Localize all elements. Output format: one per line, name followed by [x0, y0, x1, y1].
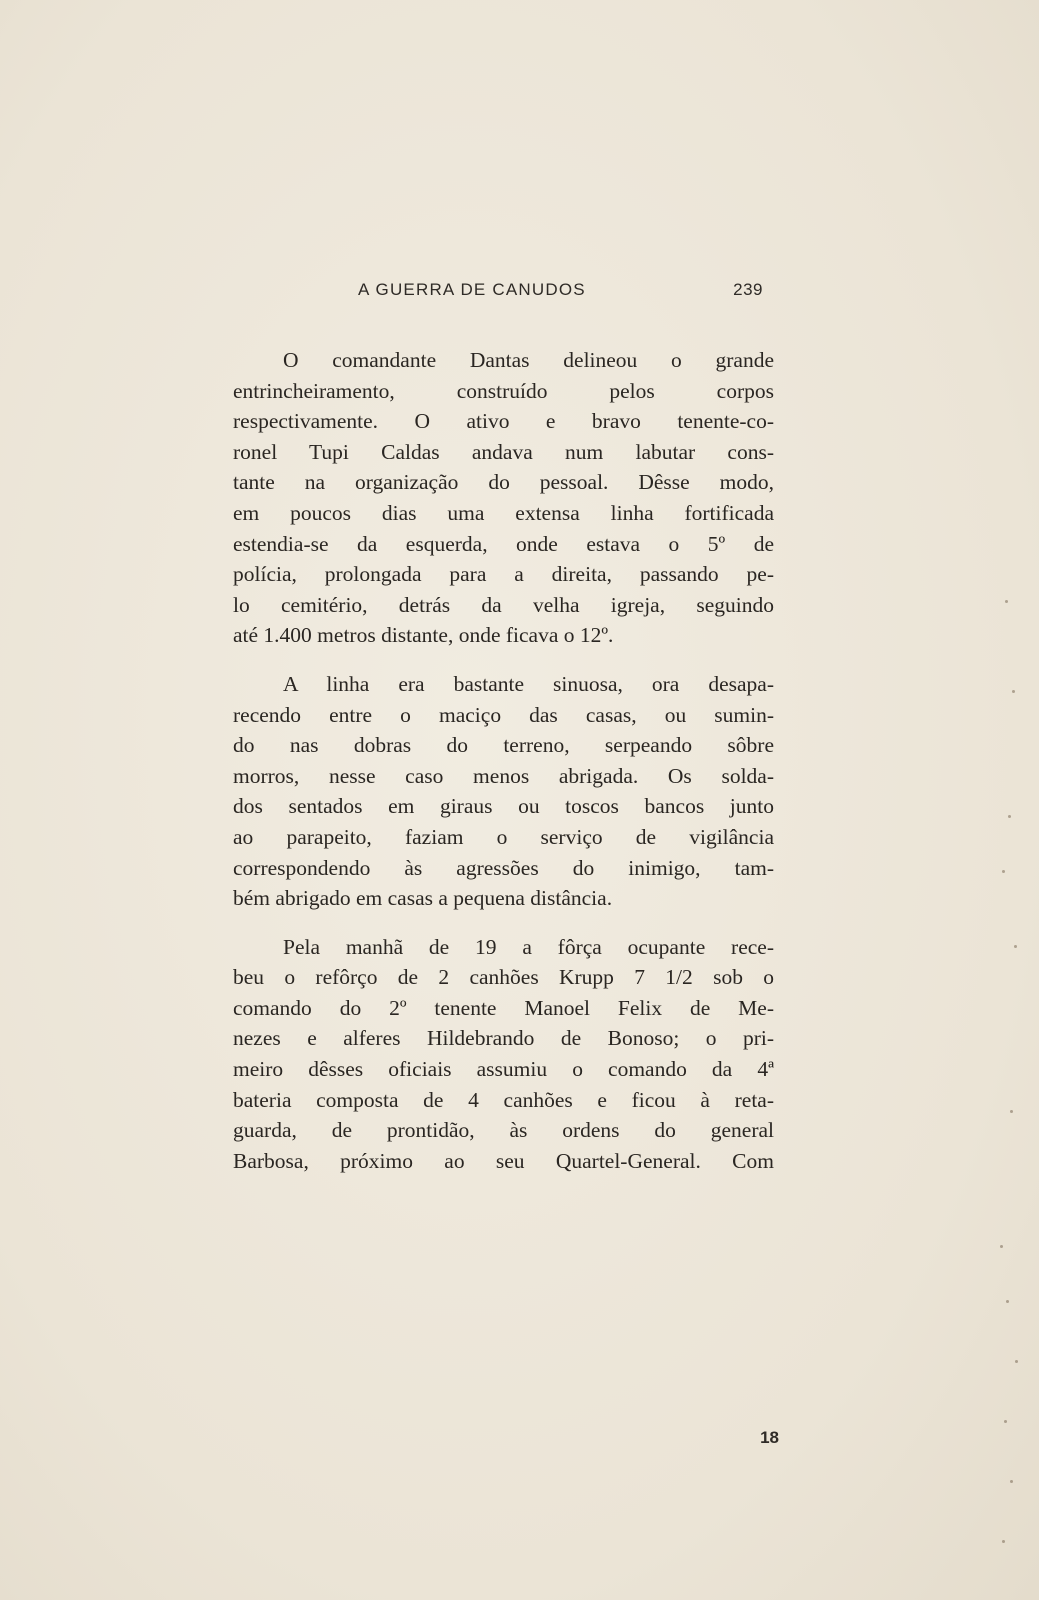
signature-mark: 18 [760, 1428, 779, 1447]
text-line: dos sentados em giraus ou toscos bancos junto [233, 794, 774, 819]
text-line: Pela manhã de 19 a fôrça ocupante rece- [283, 934, 774, 959]
foxing-speck [1008, 815, 1011, 818]
text-line: do nas dobras do terreno, serpeando sôbre [233, 733, 774, 758]
running-head [358, 280, 763, 304]
page-number: 239 [733, 280, 763, 299]
foxing-speck [1012, 690, 1015, 693]
body-text [233, 345, 774, 1194]
text-line: bateria composta de 4 canhões e ficou à reta- [233, 1087, 774, 1112]
text-line: bém abrigado em casas a pequena distância. [233, 886, 613, 911]
text-line: recendo entre o maciço das casas, ou sumin- [233, 702, 774, 727]
text-line: estendia-se da esquerda, onde estava o 5º de [233, 531, 774, 556]
foxing-speck [1006, 1300, 1009, 1303]
text-line: ao parapeito, faziam o serviço de vigilância [233, 824, 774, 849]
text-line: morros, nesse caso menos abrigada. Os solda- [233, 763, 774, 788]
text-line: polícia, prolongada para a direita, passando pe- [233, 562, 774, 587]
foxing-speck [1014, 945, 1017, 948]
text-line: O comandante Dantas delineou o grande [283, 348, 774, 372]
foxing-speck [1005, 600, 1008, 603]
text-line: meiro dêsses oficiais assumiu o comando da 4ª [233, 1057, 774, 1082]
foxing-speck [1000, 1245, 1003, 1248]
foxing-speck [1002, 1540, 1005, 1543]
paragraph-2 [233, 669, 774, 914]
text-line: nezes e alferes Hildebrando de Bonoso; o pri- [233, 1026, 774, 1051]
foxing-speck [1004, 1420, 1007, 1423]
text-line: ronel Tupi Caldas andava num labutar cons- [233, 439, 774, 464]
text-line: lo cemitério, detrás da velha igreja, seguindo [233, 592, 774, 617]
foxing-speck [1015, 1360, 1018, 1363]
text-line: guarda, de prontidão, às ordens do general [233, 1118, 774, 1143]
text-line: até 1.400 metros distante, onde ficava o 12º. [233, 623, 614, 648]
text-line: A linha era bastante sinuosa, ora desapa- [283, 671, 774, 696]
text-line: entrincheiramento, construído pelos corpos [233, 378, 774, 403]
paragraph-3 [233, 932, 774, 1177]
foxing-speck [1010, 1110, 1013, 1113]
foxing-speck [1002, 870, 1005, 873]
text-line: em poucos dias uma extensa linha fortificada [233, 500, 774, 525]
text-line: comando do 2º tenente Manoel Felix de Me- [233, 995, 774, 1020]
text-line: Barbosa, próximo ao seu Quartel-General. Com [233, 1148, 774, 1173]
text-line: tante na organização do pessoal. Dêsse modo, [233, 470, 774, 495]
text-line: beu o refôrço de 2 canhões Krupp 7 1/2 sob o [233, 965, 774, 990]
running-title: A GUERRA DE CANUDOS [358, 280, 586, 299]
paragraph-1 [233, 345, 774, 651]
text-line: respectivamente. O ativo e bravo tenente-co- [233, 409, 774, 434]
text-line: correspondendo às agressões do inimigo, tam- [233, 855, 774, 880]
foxing-speck [1010, 1480, 1013, 1483]
